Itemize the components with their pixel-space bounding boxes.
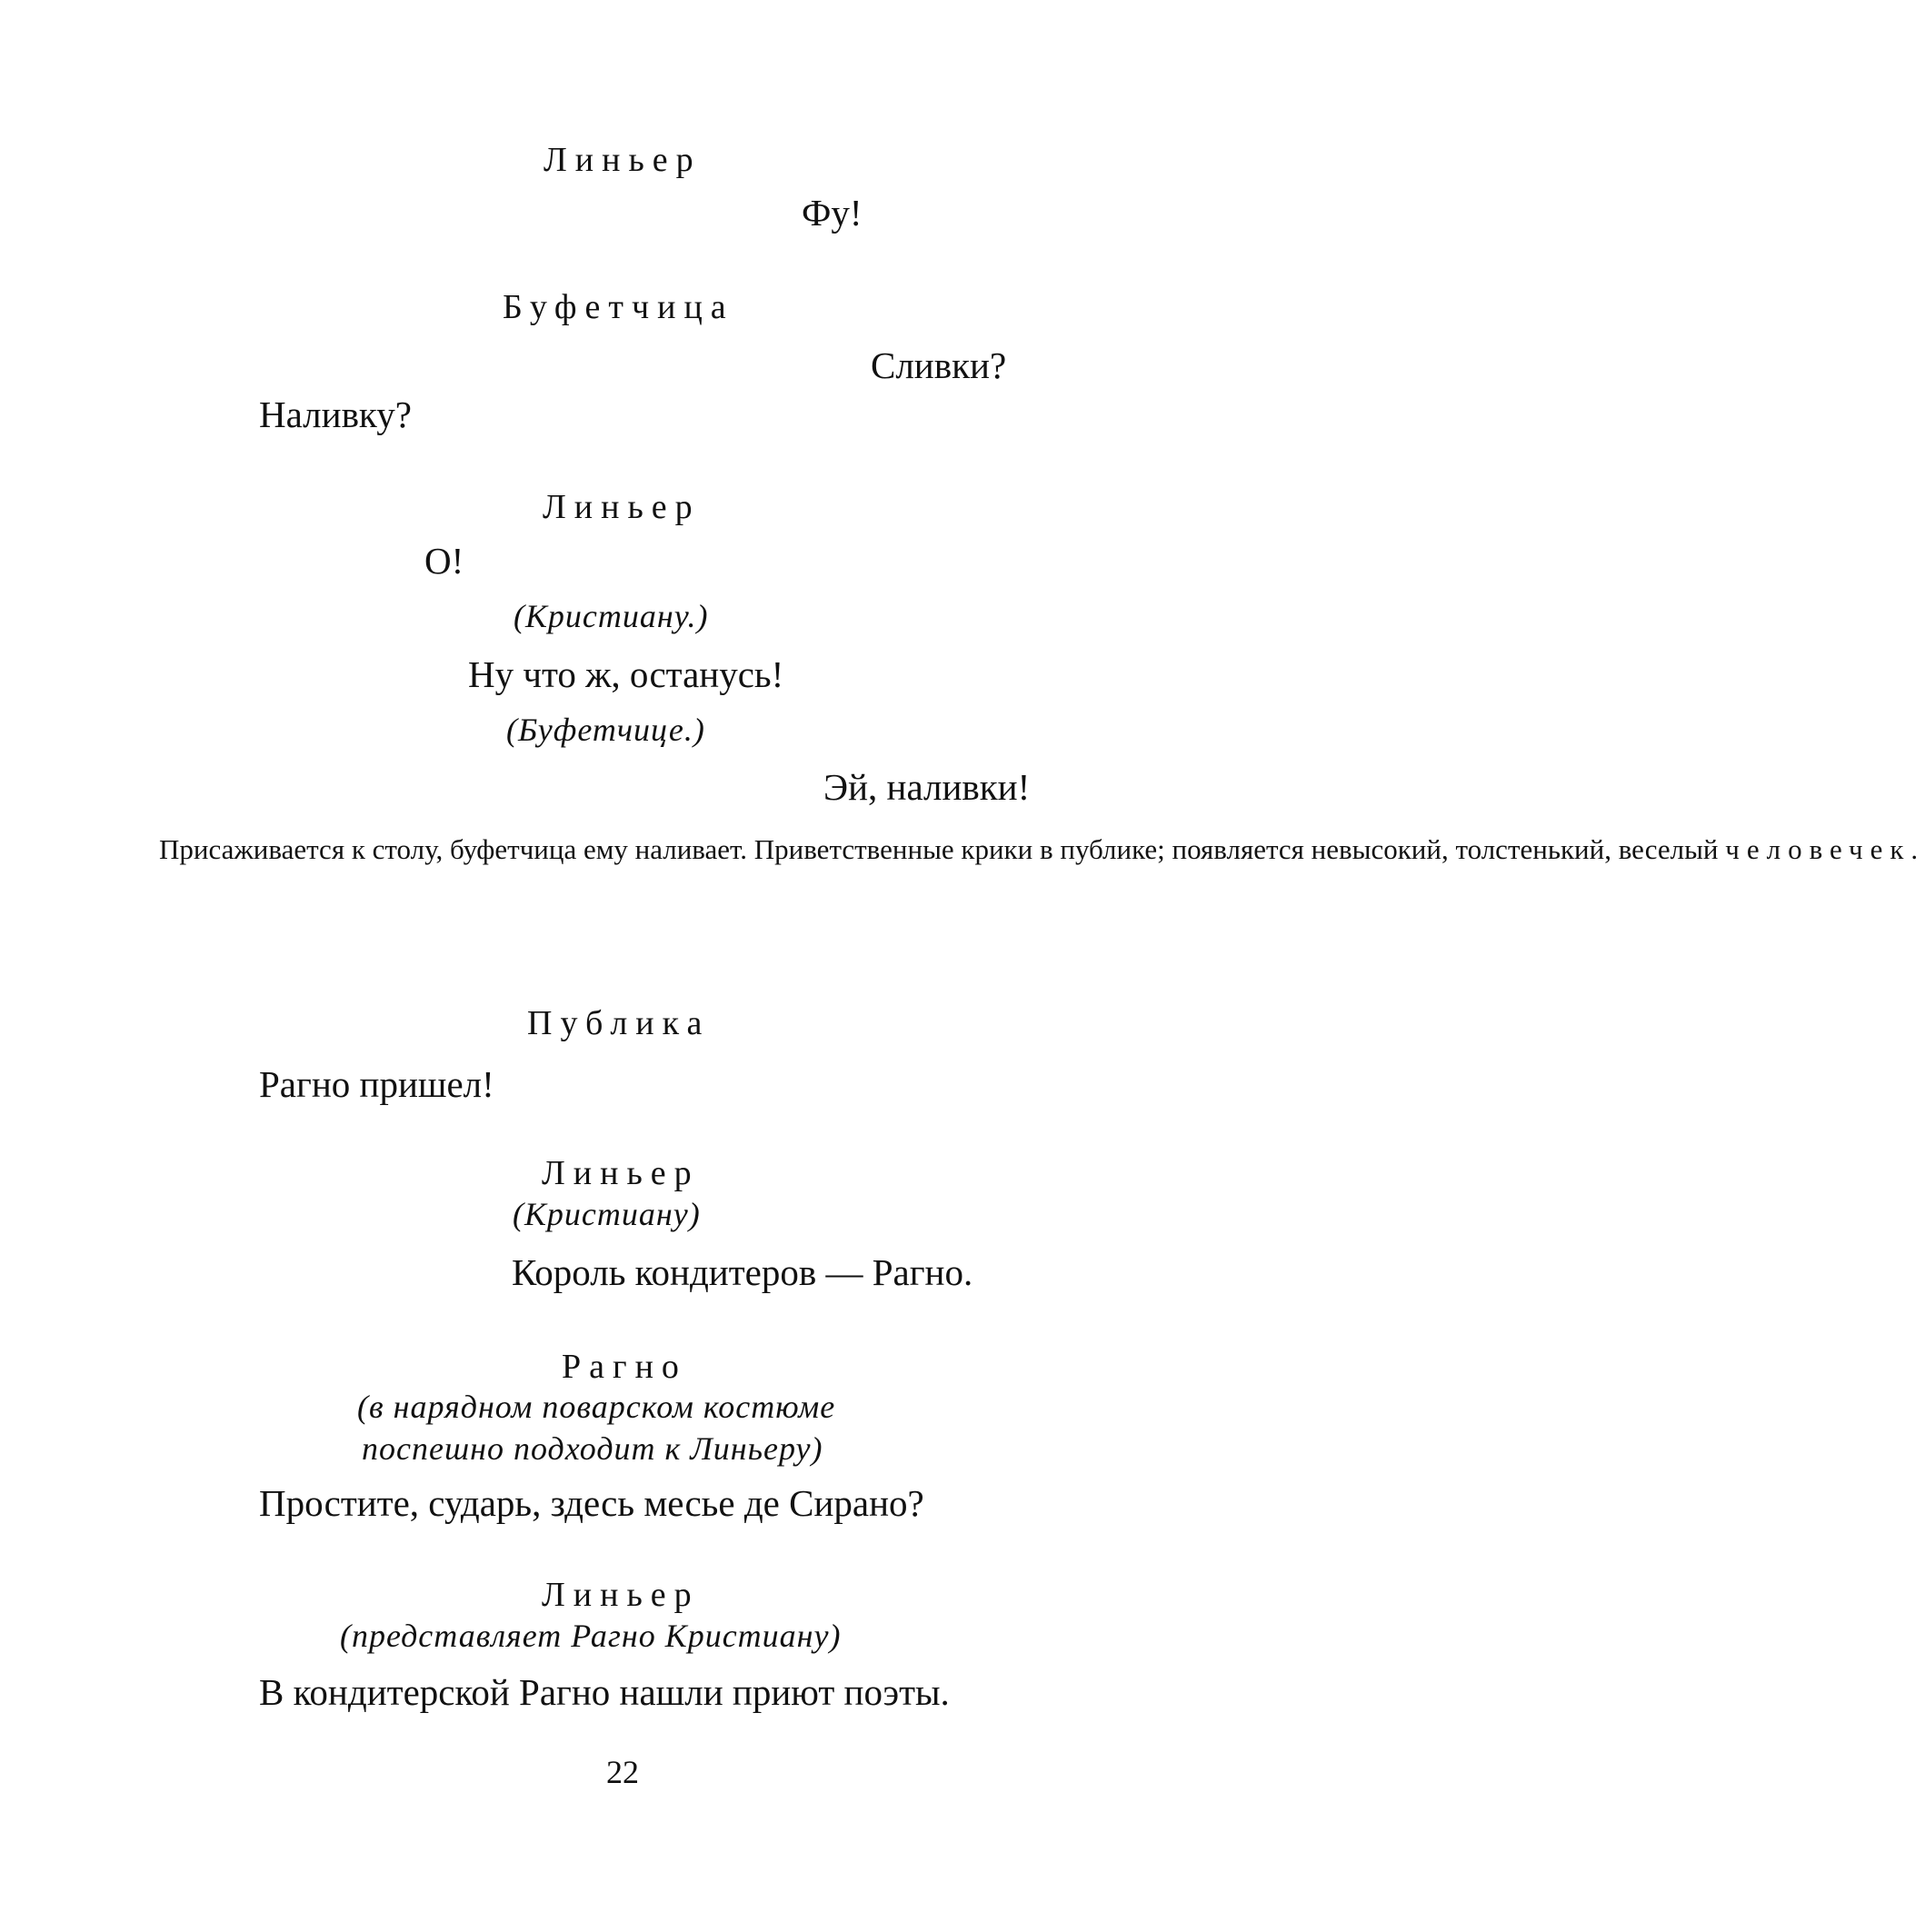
- verse-line: Рагно пришел!: [259, 1063, 494, 1105]
- stage-direction-inline: поспешно подходит к Линьеру): [362, 1430, 823, 1467]
- stage-direction-inline: (в нарядном поварском костюме: [357, 1389, 836, 1425]
- stage-direction-inline: (Буфетчице.): [506, 712, 705, 748]
- stage-direction-inline: (Кристиану.): [514, 598, 709, 634]
- stage-direction-inline: (представляет Рагно Кристиану): [340, 1618, 842, 1654]
- verse-line: Эй, наливки!: [823, 766, 1031, 808]
- speaker-name: Линьер: [542, 1154, 700, 1192]
- verse-line: Фу!: [802, 192, 863, 234]
- verse-line: Простите, сударь, здесь месье де Сирано?: [259, 1482, 924, 1524]
- verse-line: О!: [424, 540, 464, 582]
- stage-direction-inline: (Кристиану): [513, 1196, 701, 1232]
- verse-line: В кондитерской Рагно нашли приют поэты.: [259, 1671, 950, 1713]
- stage-direction-spaced-word: человечек.: [1725, 833, 1925, 865]
- page-number: 22: [606, 1754, 639, 1790]
- verse-line: Ну что ж, останусь!: [468, 653, 784, 695]
- speaker-name: Линьер: [542, 1576, 700, 1614]
- speaker-name: Линьер: [544, 141, 702, 179]
- verse-line: Сливки?: [871, 344, 1007, 386]
- speaker-name: Буфетчица: [503, 288, 734, 326]
- speaker-name: Публика: [527, 1004, 711, 1042]
- verse-line: Наливку?: [259, 393, 412, 435]
- speaker-name: Рагно: [562, 1348, 687, 1386]
- stage-direction-text: Присаживается к столу, буфетчица ему наливает. Приветственные крики в публике; появляется невысокий, толстенький, веселый: [159, 833, 1719, 865]
- speaker-name: Линьер: [543, 488, 701, 526]
- verse-line: Король кондитеров — Рагно.: [512, 1251, 973, 1293]
- stage-direction-paragraph: [159, 829, 1925, 871]
